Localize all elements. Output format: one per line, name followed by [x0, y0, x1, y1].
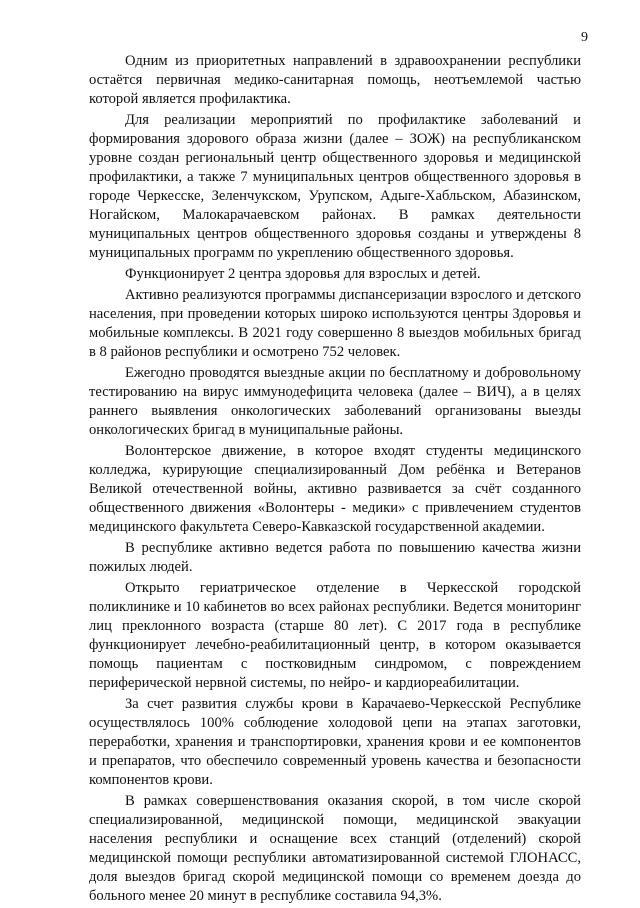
paragraph-emergency-care: В рамках совершенствования оказания скорой, в том числе скорой специализированной, медицинской помощи, медицинской эвакуации населения республики и оснащение всех станций (отделений) скорой медицинской помощи республики автоматизированной системой ГЛОНАСС, доля выездов бригад скорой медицинской помощи со временем доезда до больного менее 20 минут в республике составила 94,3%. [89, 793, 581, 904]
paragraph-blood-service: За счет развития службы крови в Карачаево-Черкесской Республике осуществлялось 100% соблюдение холодовой цепи на этапах заготовки, переработки, хранения и транспортировки, хранения крови и ее компонентов и препаратов, что обеспечило современный уровень качества и безопасности компонентов крови. [89, 696, 581, 788]
paragraph-dispensary: Активно реализуются программы диспансеризации взрослого и детского населения, при проведении которых широко используются центры Здоровья и мобильные комплексы. В 2021 году совершенно 8 выездов мобильных бригад в 8 районов республики и осмотрено 752 человек. [89, 287, 581, 360]
paragraph-health-centers-count: Функционирует 2 центра здоровья для взрослых и детей. [125, 266, 481, 282]
document-body [89, 52, 581, 908]
page-number: 9 [581, 30, 588, 45]
paragraph-geriatric: Открыто гериатрическое отделение в Черкесской городской поликлинике и 10 кабинетов во всех районах республики. Ведется мониторинг лиц преклонного возраста (старше 80 лет). С 2017 года в республике функционирует лечебно-реабилитационный центр, в котором оказывается помощь пациентам с постковидным синдромом, с повреждением периферической нервной системы, по нейро- и кардиореабилитации. [89, 580, 581, 691]
paragraph-primary-care: Одним из приоритетных направлений в здравоохранении республики остаётся первичная медико-санитарная помощь, неотъемлемой частью которой является профилактика. [89, 53, 581, 107]
paragraph-health-centers: Для реализации мероприятий по профилактике заболеваний и формирования здорового образа жизни (далее – ЗОЖ) на республиканском уровне создан региональный центр общественного здоровья и медицинской профилактики, а также 7 муниципальных центров общественного здоровья в городе Черкесске, Зеленчукском, Урупском, Адыге-Хабльском, Абазинском, Ногайском, Малокарачаевском районах. В рамках деятельности муниципальных центров общественного здоровья созданы и утверждены 8 муниципальных программ по укреплению общественного здоровья. [89, 112, 581, 261]
paragraph-elderly: В республике активно ведется работа по повышению качества жизни пожилых людей. [89, 540, 581, 575]
paragraph-hiv-testing: Ежегодно проводятся выездные акции по бесплатному и добровольному тестированию на вирус иммунодефицита человека (далее – ВИЧ), а в целях раннего выявления онкологических заболеваний организованы выезды онкологических бригад в муниципальные районы. [89, 365, 581, 438]
paragraph-volunteers: Волонтерское движение, в которое входят студенты медицинского колледжа, курирующие специализированный Дом ребёнка и Ветеранов Великой отечественной войны, активно развивается за счёт созданного общественного движения «Волонтеры - медики» с привлечением студентов медицинского факультета Северо-Кавказской государственной академии. [89, 443, 581, 535]
